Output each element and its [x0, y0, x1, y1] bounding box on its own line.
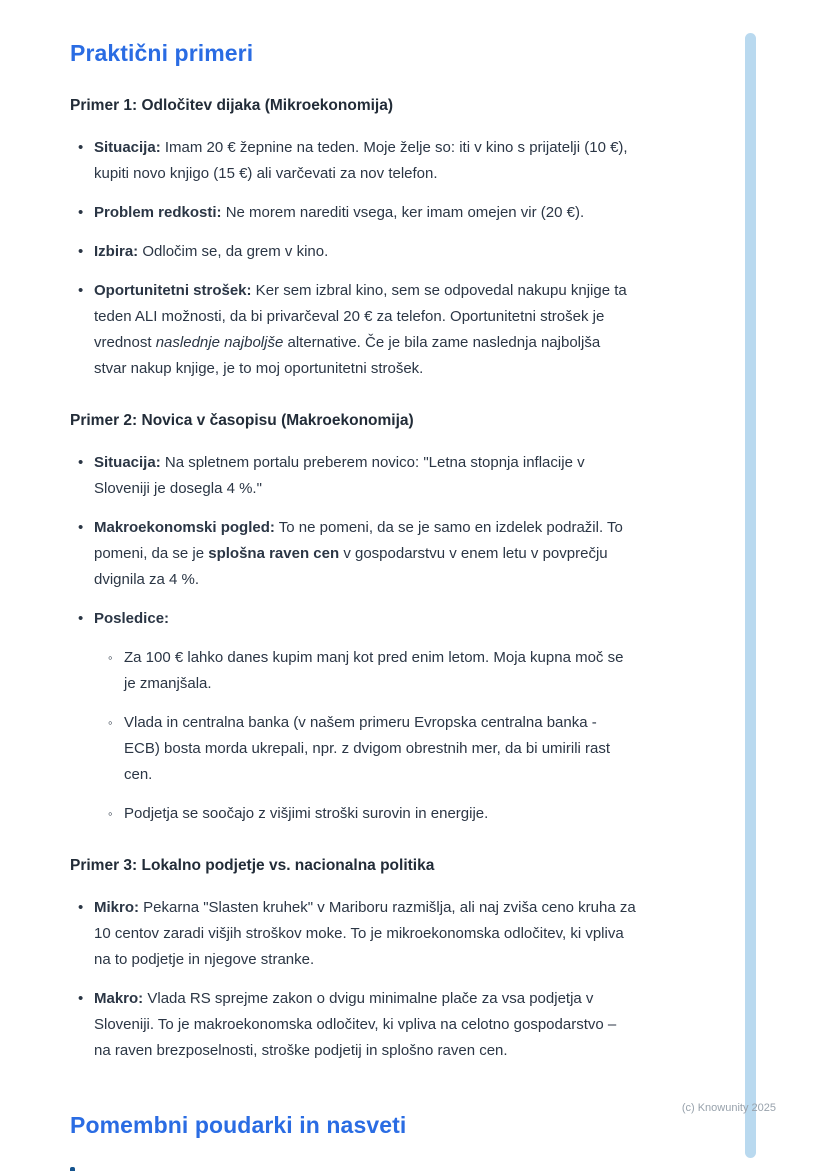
- text-run: Problem redkosti:: [94, 204, 222, 221]
- examples: [70, 97, 636, 1064]
- list-item: [70, 986, 636, 1064]
- text-run: Vlada RS sprejme zakon o dvigu minimalne plače za vsa podjetja v Sloveniji. To je makroekonomska odločitev, ki vpliva na celotno gospodarstvo – na raven brezposelnosti, stroške podjetij in splošno raven cen.: [94, 990, 617, 1059]
- text-run: Imam 20 € žepnine na teden. Moje želje so: iti v kino s prijatelji (10 €), kupiti novo knjigo (15 €) ali varčevati za nov telefon.: [94, 139, 628, 182]
- text-run: To ne pomeni, da se je samo en izdelek podražil. To pomeni, da se je: [94, 519, 623, 562]
- list-item-text: [94, 895, 636, 973]
- example-title: Primer 3: Lokalno podjetje vs. nacionalna politika: [70, 857, 435, 874]
- text-run: alternative. Če je bila zame naslednja najboljša stvar nakup knjige, je to moj oportunitetni strošek.: [94, 334, 601, 377]
- text-run: Mikro:: [94, 899, 139, 916]
- text-run: Situacija:: [94, 454, 161, 471]
- list-item-text: [94, 450, 636, 502]
- list-item-text: [94, 986, 636, 1064]
- text-run: Makro:: [94, 990, 144, 1007]
- text-run: splošna raven cen: [208, 545, 340, 562]
- list-item-text: [94, 515, 636, 593]
- text-run: naslednje najboljše: [155, 334, 284, 351]
- text-run: Ker sem izbral kino, sem se odpovedal nakupu knjige ta teden ALI možnosti, da bi privarčeval 20 € za telefon. Oportunitetni strošek je vrednost: [94, 282, 627, 351]
- text-run: Podjetja se soočajo z višjimi stroški surovin in energije.: [124, 805, 489, 822]
- text-run: Na spletnem portalu preberem novico: "Letna stopnja inflacije v Sloveniji je dosegla 4 %.": [94, 454, 585, 497]
- text-run: Vlada in centralna banka (v našem primeru Evropska centralna banka - ECB) bosta morda ukrepali, npr. z dvigom obrestnih mer, da bi umirili rast cen.: [124, 714, 611, 783]
- list-item: [70, 895, 636, 973]
- text-run: Situacija:: [94, 139, 161, 156]
- list-item-text: [94, 278, 636, 382]
- text-run: Makroekonomski pogled:: [94, 519, 275, 536]
- page-title: Praktični primeri: [70, 40, 254, 66]
- bullet-icon: •: [78, 139, 84, 156]
- circle-bullet-icon: ◦: [108, 650, 113, 665]
- document-content: [70, 40, 636, 1171]
- sub-list: [94, 645, 636, 827]
- list-item-text: [94, 200, 636, 226]
- sub-list-item: [108, 645, 636, 697]
- text-run: Odločim se, da grem v kino.: [138, 243, 329, 260]
- sub-item-text: [124, 645, 636, 697]
- text-run: v gospodarstvu v enem letu v povprečju dvignila za 4 %.: [94, 545, 608, 588]
- example-list: [70, 450, 636, 827]
- list-item-text: [94, 606, 636, 827]
- list-item: [70, 606, 636, 827]
- text-run: Izbira:: [94, 243, 139, 260]
- text-run: Posledice:: [94, 610, 170, 627]
- scrollbar[interactable]: [745, 33, 756, 1158]
- list-item: [70, 239, 636, 265]
- list-item: [70, 515, 636, 593]
- bullet-icon: •: [78, 204, 84, 221]
- example-list: [70, 135, 636, 382]
- list-item: [70, 278, 636, 382]
- list-item: [70, 135, 636, 187]
- example-list: [70, 895, 636, 1064]
- copyright-text: (c) Knowunity 2025: [681, 1102, 776, 1114]
- bullet-icon: •: [78, 899, 84, 916]
- section-title-notes: Pomembni poudarki in nasveti: [70, 1112, 407, 1138]
- sub-item-text: [124, 710, 636, 788]
- text-run: Ne morem narediti vsega, ker imam omejen vir (20 €).: [221, 204, 585, 221]
- text-run: Pekarna "Slasten kruhek" v Mariboru razmišlja, ali naj zviša ceno kruha za 10 centov zaradi višjih stroškov moke. To je mikroekonomska odločitev, ki vpliva na to podjetje in njegove stranke.: [94, 899, 636, 968]
- circle-bullet-icon: ◦: [108, 715, 113, 730]
- list-item: [70, 450, 636, 502]
- list-item-text: [94, 135, 636, 187]
- example-title: Primer 1: Odločitev dijaka (Mikroekonomija): [70, 97, 394, 114]
- bullet-icon: •: [78, 519, 84, 536]
- example-title: Primer 2: Novica v časopisu (Makroekonomija): [70, 412, 414, 429]
- list-item: [70, 200, 636, 226]
- sub-list-item: [108, 801, 636, 827]
- text-run: Oportunitetni strošek:: [94, 282, 252, 299]
- bullet-icon: •: [78, 454, 84, 471]
- bullet-icon: •: [78, 990, 84, 1007]
- sub-item-text: [124, 801, 636, 827]
- bullet-icon: •: [78, 610, 84, 627]
- text-run: Za 100 € lahko danes kupim manj kot pred enim letom. Moja kupna moč se je zmanjšala.: [124, 649, 624, 692]
- list-item-text: [94, 239, 636, 265]
- bullet-icon: •: [78, 282, 84, 299]
- sub-list-item: [108, 710, 636, 788]
- callout-accent-bar: [70, 1167, 75, 1171]
- bullet-icon: •: [78, 243, 84, 260]
- circle-bullet-icon: ◦: [108, 806, 113, 821]
